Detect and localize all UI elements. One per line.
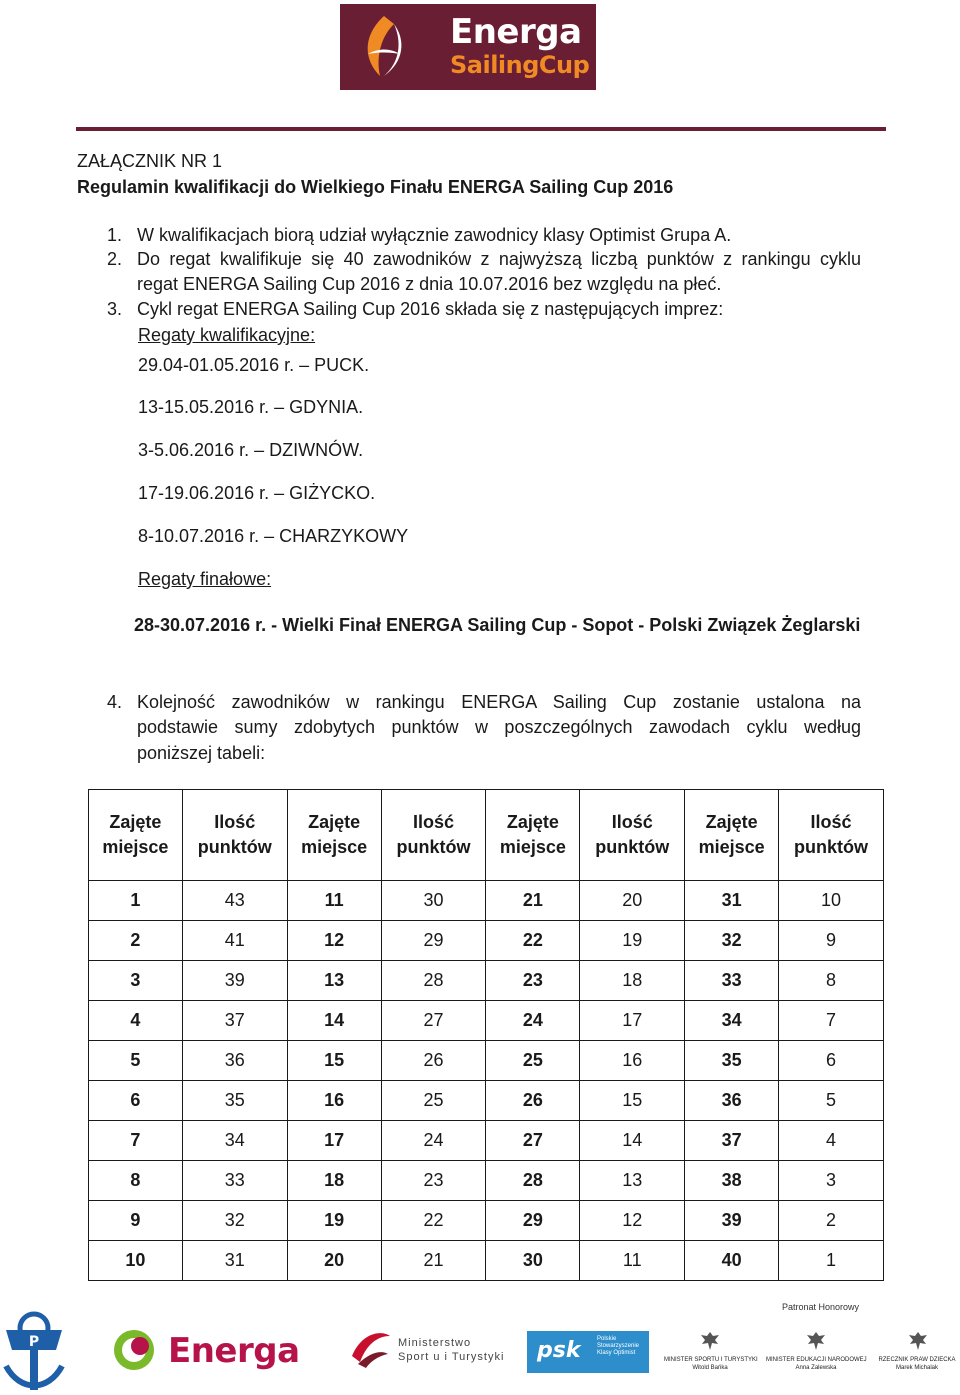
points-cell: 22 (381, 1201, 486, 1241)
points-cell: 17 (580, 1001, 685, 1041)
place-cell: 26 (486, 1081, 580, 1121)
final-event: 28-30.07.2016 r. - Wielki Finał ENERGA Sailing Cup - Sopot - Polski Związek Żeglarski (134, 615, 861, 635)
item-2-line-2: regat ENERGA Sailing Cup 2016 z dnia 10.07.2016 bez względu na płeć. (137, 274, 722, 294)
patron-children-ombudsman-title: RZECZNIK PRAW DZIECKA (878, 1357, 956, 1363)
points-cell: 31 (182, 1241, 287, 1281)
item-3-text: Cykl regat ENERGA Sailing Cup 2016 składa się z następujących imprez: (137, 299, 724, 319)
qualification-heading: Regaty kwalifikacyjne: (138, 325, 316, 345)
table-header-cell (486, 790, 580, 881)
points-cell: 19 (580, 921, 685, 961)
place-cell: 9 (89, 1201, 183, 1241)
table-row (89, 881, 884, 921)
place-cell: 2 (89, 921, 183, 961)
table-header-cell (287, 790, 381, 881)
table-row (89, 1041, 884, 1081)
patron-children-ombudsman (874, 1356, 960, 1372)
table-body (89, 881, 884, 1281)
place-cell: 13 (287, 961, 381, 1001)
table-header-cell (182, 790, 287, 881)
table-header-line: Ilość (810, 812, 852, 832)
header-divider (76, 127, 886, 131)
item-4-line-3: poniższej tabeli: (137, 743, 266, 763)
place-cell: 14 (287, 1001, 381, 1041)
points-cell: 4 (779, 1121, 884, 1161)
event-dziwnow: 3-5.06.2016 r. – DZIWNÓW. (138, 440, 364, 460)
table-header-line: miejsce (698, 837, 765, 857)
table-header-line: Ilość (611, 812, 653, 832)
item-4-number: 4. (107, 692, 123, 712)
place-cell: 8 (89, 1161, 183, 1201)
eagle-emblem-icon (806, 1330, 826, 1352)
points-cell: 8 (779, 961, 884, 1001)
points-cell: 20 (580, 881, 685, 921)
points-cell: 11 (580, 1241, 685, 1281)
place-cell: 35 (685, 1041, 779, 1081)
table-row (89, 921, 884, 961)
table-row (89, 1161, 884, 1201)
place-cell: 32 (685, 921, 779, 961)
place-cell: 3 (89, 961, 183, 1001)
place-cell: 36 (685, 1081, 779, 1121)
sail-logo-icon (354, 14, 418, 80)
points-cell: 1 (779, 1241, 884, 1281)
place-cell: 29 (486, 1201, 580, 1241)
table-header-line: miejsce (301, 837, 368, 857)
item-1-text: W kwalifikacjach biorą udział wyłącznie zawodnicy klasy Optimist Grupa A. (137, 225, 732, 245)
points-cell: 7 (779, 1001, 884, 1041)
eagle-emblem-icon (908, 1330, 928, 1352)
table-header-line: Ilość (412, 812, 455, 832)
psko-logo-subtext: Polskie Stowarzyszenie Klasy Optimist (597, 1336, 640, 1356)
place-cell: 7 (89, 1121, 183, 1161)
points-cell: 21 (381, 1241, 486, 1281)
place-cell: 1 (89, 881, 183, 921)
event-gdynia: 13-15.05.2016 r. – GDYNIA. (138, 397, 364, 417)
points-cell: 16 (580, 1041, 685, 1081)
points-cell: 6 (779, 1041, 884, 1081)
logo-sailingcup-text: SailingCup (450, 51, 590, 79)
patron-education-minister-name: Anna Zalewska (795, 1365, 837, 1371)
table-header-cell (381, 790, 486, 881)
points-cell: 35 (182, 1081, 287, 1121)
table-row (89, 1201, 884, 1241)
points-cell: 2 (779, 1201, 884, 1241)
energa-footer-text: Energa (168, 1331, 300, 1371)
final-heading: Regaty finałowe: (138, 569, 272, 589)
place-cell: 21 (486, 881, 580, 921)
points-cell: 24 (381, 1121, 486, 1161)
points-cell: 13 (580, 1161, 685, 1201)
points-cell: 43 (182, 881, 287, 921)
energa-sailing-cup-logo (340, 4, 596, 90)
points-cell: 32 (182, 1201, 287, 1241)
item-2-line-1: Do regat kwalifikuje się 40 zawodników z najwyższą liczbą punktów z rankingu cyklu (137, 249, 861, 269)
place-cell: 12 (287, 921, 381, 961)
points-cell: 18 (580, 961, 685, 1001)
place-cell: 28 (486, 1161, 580, 1201)
points-table (88, 789, 884, 1281)
points-cell: 26 (381, 1041, 486, 1081)
points-cell: 33 (182, 1161, 287, 1201)
pzz-emblem-icon (0, 1310, 68, 1392)
table-header-line: Zajęte (506, 812, 559, 832)
table-header-line: punktów (794, 837, 868, 857)
event-puck: 29.04-01.05.2016 r. – PUCK. (138, 355, 370, 375)
points-cell: 41 (182, 921, 287, 961)
table-header-line: Ilość (214, 812, 256, 832)
event-charzykowy: 8-10.07.2016 r. – CHARZYKOWY (138, 526, 409, 546)
patron-education-minister (766, 1356, 866, 1372)
table-row (89, 1081, 884, 1121)
table-row (89, 1121, 884, 1161)
table-header-line: miejsce (499, 837, 566, 857)
patron-sport-minister (664, 1356, 756, 1372)
place-cell: 30 (486, 1241, 580, 1281)
item-2-number: 2. (107, 249, 123, 269)
ministry-text (398, 1336, 504, 1364)
table-header-cell (685, 790, 779, 881)
table-header-row (89, 790, 884, 881)
item-3-number: 3. (107, 299, 123, 319)
points-cell: 34 (182, 1121, 287, 1161)
place-cell: 5 (89, 1041, 183, 1081)
place-cell: 18 (287, 1161, 381, 1201)
table-header-line: Zajęte (705, 812, 758, 832)
points-cell: 25 (381, 1081, 486, 1121)
place-cell: 10 (89, 1241, 183, 1281)
table-header-cell (89, 790, 183, 881)
table-header-cell (580, 790, 685, 881)
points-cell: 3 (779, 1161, 884, 1201)
points-cell: 14 (580, 1121, 685, 1161)
table-row (89, 1001, 884, 1041)
points-cell: 30 (381, 881, 486, 921)
table-header-line: miejsce (102, 837, 169, 857)
points-cell: 36 (182, 1041, 287, 1081)
place-cell: 27 (486, 1121, 580, 1161)
place-cell: 11 (287, 881, 381, 921)
place-cell: 17 (287, 1121, 381, 1161)
table-row (89, 961, 884, 1001)
svg-text:P: P (28, 1334, 40, 1350)
points-cell: 29 (381, 921, 486, 961)
points-cell: 10 (779, 881, 884, 921)
psko-logo-text: psk (537, 1338, 581, 1363)
ministry-swirl-icon (348, 1326, 392, 1370)
event-gizycko: 17-19.06.2016 r. – GIŻYCKO. (138, 483, 376, 503)
patron-sport-minister-name: Witold Bańka (692, 1365, 728, 1371)
place-cell: 6 (89, 1081, 183, 1121)
place-cell: 4 (89, 1001, 183, 1041)
points-cell: 39 (182, 961, 287, 1001)
patron-sport-minister-title: MINISTER SPORTU I TURYSTYKI (664, 1357, 758, 1363)
table-header-cell (779, 790, 884, 881)
place-cell: 23 (486, 961, 580, 1001)
points-cell: 28 (381, 961, 486, 1001)
table-header-line: punktów (595, 837, 670, 857)
table-header-line: Zajęte (109, 812, 162, 832)
points-cell: 15 (580, 1081, 685, 1121)
points-cell: 23 (381, 1161, 486, 1201)
place-cell: 19 (287, 1201, 381, 1241)
item-4-line-2: podstawie sumy zdobytych punktów w poszczególnych zawodach cyklu według (137, 717, 861, 737)
place-cell: 22 (486, 921, 580, 961)
table-row (89, 1241, 884, 1281)
eagle-emblem-icon (700, 1330, 720, 1352)
points-cell: 37 (182, 1001, 287, 1041)
place-cell: 38 (685, 1161, 779, 1201)
points-cell: 5 (779, 1081, 884, 1121)
place-cell: 37 (685, 1121, 779, 1161)
place-cell: 39 (685, 1201, 779, 1241)
points-cell: 27 (381, 1001, 486, 1041)
logo-energa-text: Energa (450, 12, 582, 52)
points-cell: 9 (779, 921, 884, 961)
document-title: Regulamin kwalifikacji do Wielkiego Finału ENERGA Sailing Cup 2016 (77, 177, 674, 197)
item-1-number: 1. (107, 225, 123, 245)
place-cell: 15 (287, 1041, 381, 1081)
patron-education-minister-title: MINISTER EDUKACJI NARODOWEJ (766, 1357, 867, 1363)
place-cell: 25 (486, 1041, 580, 1081)
place-cell: 20 (287, 1241, 381, 1281)
table-header-line: punktów (197, 837, 272, 857)
table-header-line: Zajęte (308, 812, 361, 832)
place-cell: 16 (287, 1081, 381, 1121)
patronat-label: Patronat Honorowy (782, 1302, 860, 1312)
annex-label: ZAŁĄCZNIK NR 1 (77, 151, 223, 171)
place-cell: 34 (685, 1001, 779, 1041)
place-cell: 40 (685, 1241, 779, 1281)
place-cell: 33 (685, 961, 779, 1001)
place-cell: 31 (685, 881, 779, 921)
item-4-line-1: Kolejność zawodników w rankingu ENERGA Sailing Cup zostanie ustalona na (137, 692, 861, 712)
ministry-line-2: Sport u i Turystyki (398, 1351, 505, 1363)
place-cell: 24 (486, 1001, 580, 1041)
table-header-line: punktów (396, 837, 471, 857)
points-cell: 12 (580, 1201, 685, 1241)
patron-children-ombudsman-name: Marek Michalak (895, 1365, 938, 1371)
ministry-line-1: Ministerstwo (398, 1337, 472, 1349)
